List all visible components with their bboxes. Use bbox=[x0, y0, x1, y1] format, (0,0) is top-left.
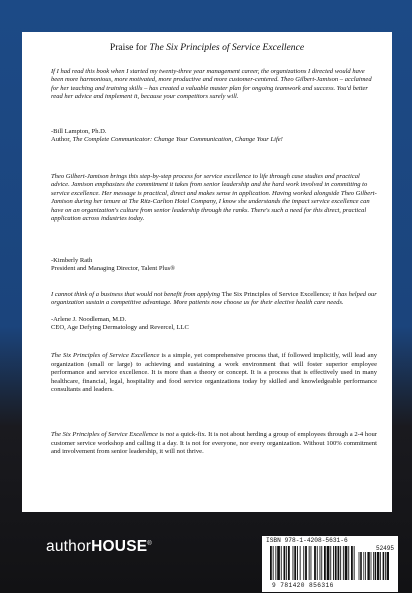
quote-noodleman-name: -Arlene J. Noodleman, M.D. bbox=[51, 316, 127, 323]
quote-rath-role: President and Managing Director, Talent Plus® bbox=[51, 265, 176, 273]
ean-number: 9 781420 856316 bbox=[272, 582, 334, 589]
quote-noodleman: I cannot think of a business that would not benefit from applying The Six Principles of Service Excellence; it has helped our organization sustain a competitive advantage. More patients now choose us for their elective health care needs. bbox=[51, 291, 377, 307]
praise-title: Praise for The Six Principles of Service Excellence bbox=[109, 42, 305, 53]
quote-lampton-role: Author, The Complete Communicator: Change Your Communication, Change Your Life! bbox=[51, 136, 283, 144]
barcode-bars bbox=[268, 546, 392, 582]
quote-lampton-attribution bbox=[51, 128, 377, 145]
quote-lampton-name: -Bill Lampton, Ph.D. bbox=[51, 128, 107, 135]
isbn-number: ISBN 978-1-4208-5631-6 bbox=[266, 537, 348, 544]
quote-rath-name: -Kimberly Rath bbox=[51, 257, 93, 264]
publisher-logo: authorHOUSE® bbox=[46, 538, 152, 555]
description-paragraph-2: The Six Principles of Service Excellence is not a quick-fix. It is not about herding a group of employees through a 2-4 hour customer service workshop and calling it a day. It is not for everyone, nor every organization. Without 100% commitment and involvement from senior leadership, it will not thrive. bbox=[51, 431, 377, 455]
quote-noodleman-role: CEO, Age Defying Dermatology and Revercel, LLC bbox=[51, 324, 189, 332]
praise-panel bbox=[22, 32, 392, 512]
quote-noodleman-attribution bbox=[51, 316, 377, 333]
praise-title-book: The Six Principles of Service Excellence bbox=[149, 42, 305, 53]
isbn-barcode bbox=[262, 536, 398, 592]
quote-lampton: If I had read this book when I started my twenty-three year management career, the organizations I directed would have been more harmonious, more motivated, more productive and more customer-centered. Theo Gilbert-Jamison – acclaimed for her teaching and training skills – has created a valuable master plan for ongoing teamwork and success. You'd better read her advice and implement it, because your competitors surely will. bbox=[51, 68, 372, 101]
description-paragraph-1: The Six Principles of Service Excellence is a simple, yet comprehensive process that, if followed implicitly, will lead any organization (small or large) to achieving and sustaining a work environment that will foster superior employee performance and service excellence. It is more than a theory or concept. It is a process that is effectively used in many healthcare, financial, legal, hospitality and food service organizations today by skilled and knowledgeable performance consultants and leaders. bbox=[51, 352, 377, 393]
quote-rath-attribution bbox=[51, 257, 377, 274]
quote-rath: Theo Gilbert-Jamison brings this step-by-step process for service excellence to life through case studies and practical advice. Jamison emphasizes the commitment it takes from senior leadership and the hard work involved in committing to service excellence. Her message is practical, direct and makes sense in application. Having worked alongside Theo Gilbert-Jamison during her tenure at The Ritz-Carlton Hotel Company, I know she understands the impact service excellence can have on an organization's culture from senior leadership through the ranks. There's such a need for this direct, practical application across industries today. bbox=[51, 173, 377, 223]
price-code: 52495 bbox=[375, 545, 394, 552]
